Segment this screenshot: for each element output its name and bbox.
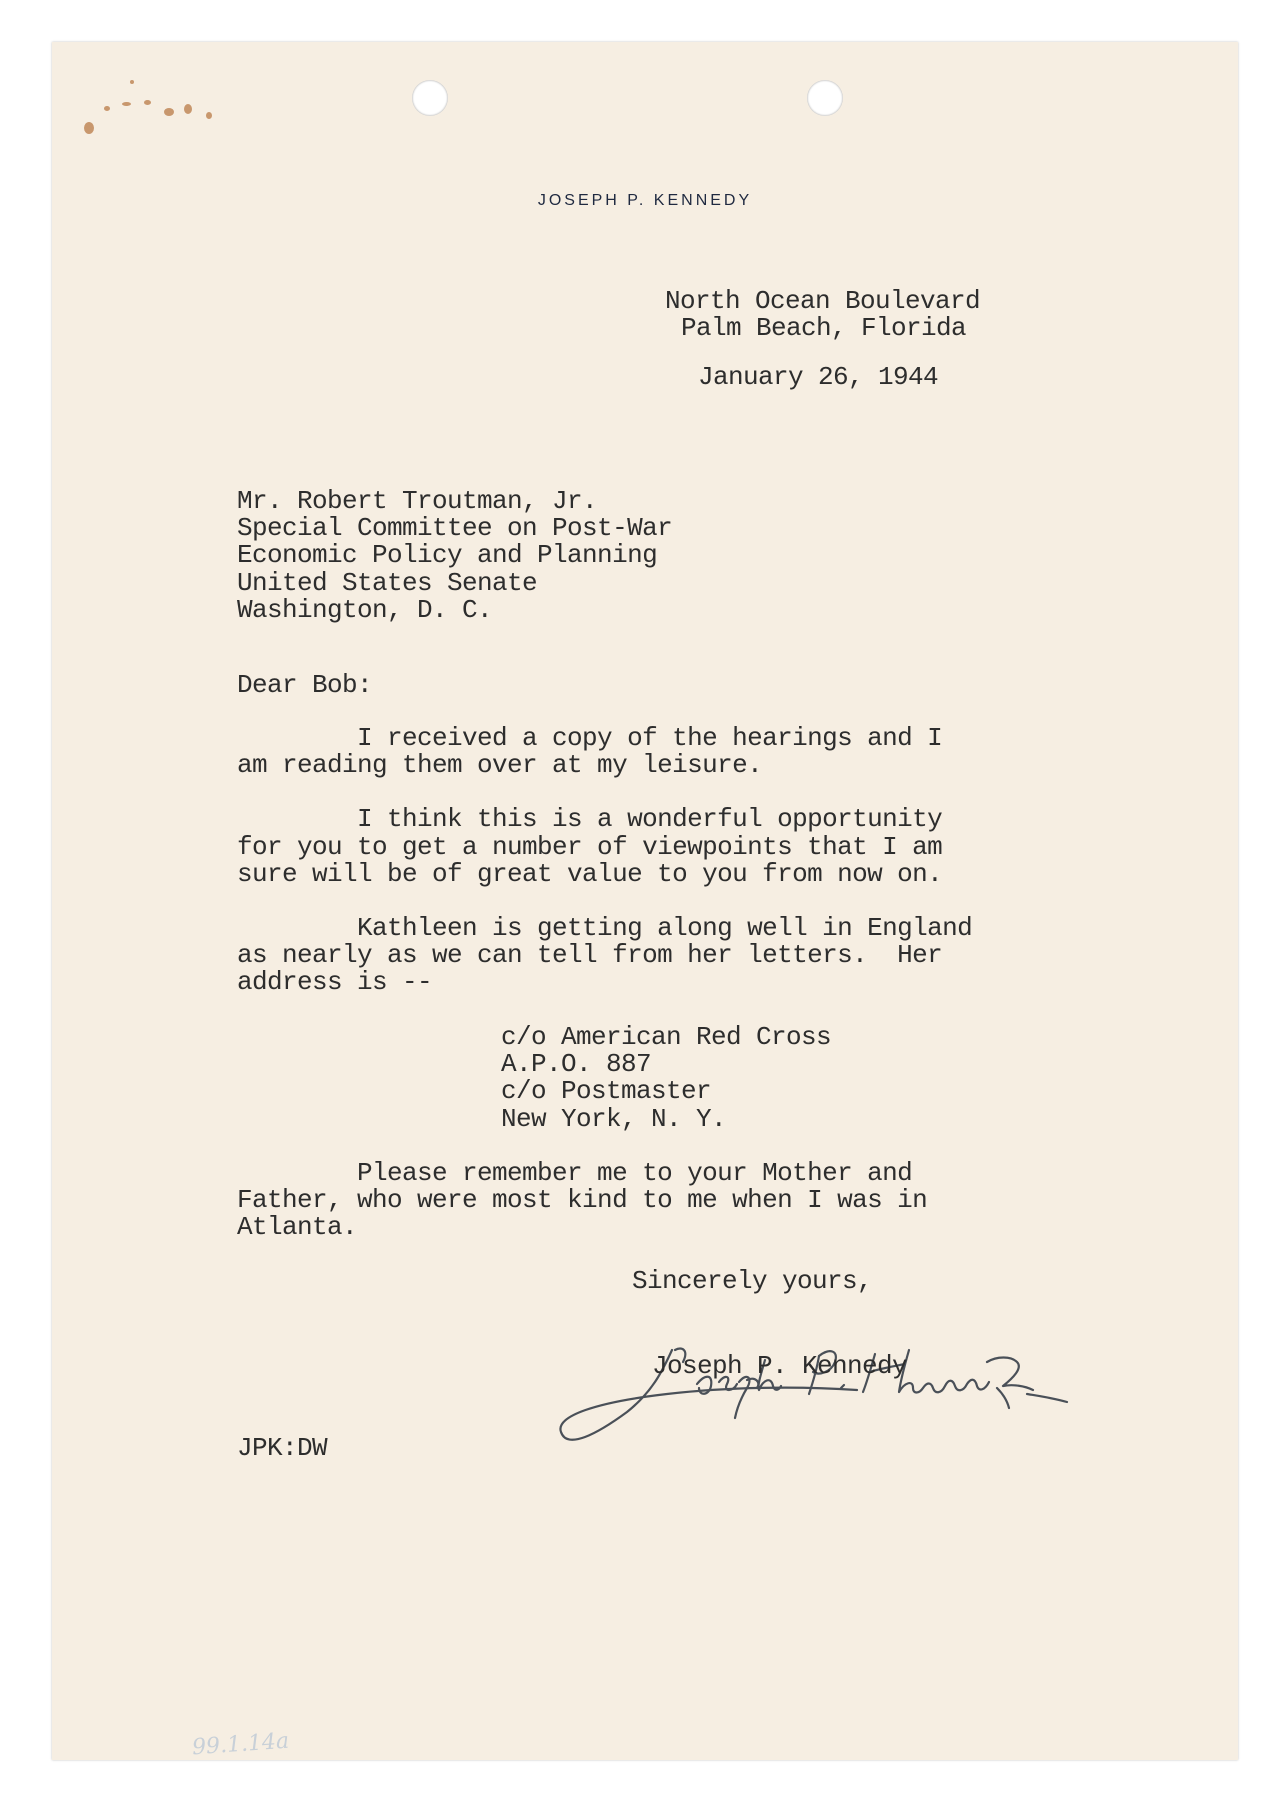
body-line: Kathleen is getting along well in England bbox=[237, 913, 973, 943]
body-line: Atlanta. bbox=[237, 1212, 358, 1242]
closing: Sincerely yours, bbox=[632, 1266, 873, 1296]
recipient-line: Special Committee on Post-War bbox=[237, 513, 673, 543]
body-line: am reading them over at my leisure. bbox=[237, 750, 763, 780]
body-line: Please remember me to your Mother and bbox=[237, 1158, 913, 1188]
body-line: for you to get a number of viewpoints that I am bbox=[237, 832, 943, 862]
body-line: Father, who were most kind to me when I was in bbox=[237, 1185, 928, 1215]
punch-hole-right bbox=[807, 80, 843, 116]
body-line: address is -- bbox=[237, 967, 433, 997]
address-line: A.P.O. 887 bbox=[501, 1049, 652, 1079]
address-line: c/o Postmaster bbox=[501, 1076, 712, 1106]
address-line: New York, N. Y. bbox=[501, 1104, 727, 1134]
recipient-line: United States Senate bbox=[237, 568, 538, 598]
typed-signature-name: Joseph P. Kennedy bbox=[652, 1351, 908, 1381]
reference-initials: JPK:DW bbox=[237, 1433, 328, 1463]
pencil-notation: 99.1.14a bbox=[191, 1728, 290, 1761]
body-line: as nearly as we can tell from her letters. Her bbox=[237, 940, 943, 970]
punch-hole-left bbox=[412, 80, 448, 116]
recipient-line: Economic Policy and Planning bbox=[237, 540, 658, 570]
recipient-line: Mr. Robert Troutman, Jr. bbox=[237, 486, 598, 516]
letter-page bbox=[52, 42, 1238, 1760]
body-line: I think this is a wonderful opportunity bbox=[237, 804, 943, 834]
address-line: c/o American Red Cross bbox=[501, 1022, 832, 1052]
sender-address-line2: Palm Beach, Florida bbox=[681, 313, 967, 343]
salutation: Dear Bob: bbox=[237, 670, 373, 700]
sender-address-line1: North Ocean Boulevard bbox=[665, 286, 981, 316]
body-line: I received a copy of the hearings and I bbox=[237, 723, 943, 753]
recipient-line: Washington, D. C. bbox=[237, 595, 493, 625]
letter-date: January 26, 1944 bbox=[698, 362, 939, 392]
letterhead: JOSEPH P. KENNEDY bbox=[537, 192, 753, 209]
body-line: sure will be of great value to you from now on. bbox=[237, 859, 943, 889]
